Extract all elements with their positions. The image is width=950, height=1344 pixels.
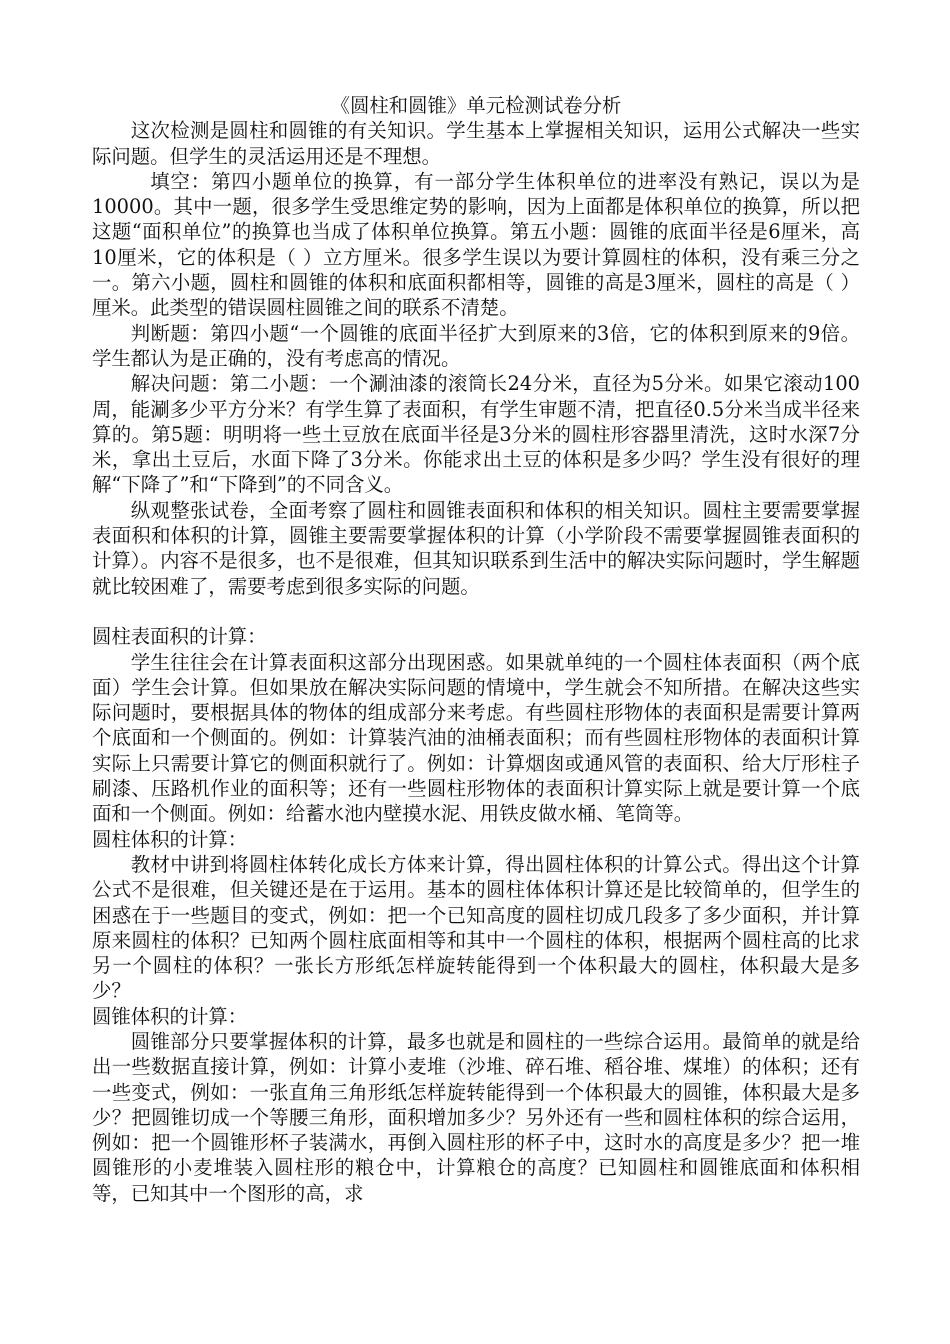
document-title: 《圆柱和圆锥》单元检测试卷分析: [330, 94, 622, 117]
section-heading-cylinder-volume: 圆柱体积的计算：: [92, 827, 248, 851]
intro-paragraph: 这次检测是圆柱和圆锥的有关知识。学生基本上掌握相关知识，运用公式解决一些实际问题。但学生的灵活运用还是不理想。: [92, 119, 860, 168]
problem-solving-analysis-paragraph: 解决问题：第二小题：一个涮油漆的滚筒长24分米，直径为5分米。如果它滚动100周，能涮多少平方分米？有学生算了表面积，有学生审题不清，把直径0.5分米当成半径来算的。第5题：明明将一些土豆放在底面半径是3分米的圆柱形容器里清洗，这时水深7分米，拿出土豆后，水面下降了3分米。你能求出土豆的体积是多少吗？学生没有很好的理解“下降了”和“下降到”的不同含义。: [92, 372, 860, 497]
fill-in-analysis-paragraph: 填空：第四小题单位的换算，有一部分学生体积单位的进率没有熟记，误以为是10000。其中一题，很多学生受思维定势的影响，因为上面都是体积单位的换算，所以把这题“面积单位”的换算也当成了体积单位换算。第五小题：圆锥的底面半径是6厘米，高10厘米，它的体积是（ ）立方厘米。很多学生误以为要计算圆柱的体积，没有乘三分之一。第六小题，圆柱和圆锥的体积和底面积都相等，圆锥的高是3厘米，圆柱的高是（ ）厘米。此类型的错误圆柱圆锥之间的联系不清楚。: [92, 169, 860, 320]
section-body-cylinder-volume: 教材中讲到将圆柱体转化成长方体来计算，得出圆柱体积的计算公式。得出这个计算公式不是很难，但关键还是在于运用。基本的圆柱体体积计算还是比较简单的，但学生的困惑在于一些题目的变式，例如：把一个已知高度的圆柱切成几段多了多少面积，并计算原来圆柱的体积？已知两个圆柱底面相等和其中一个圆柱的体积，根据两个圆柱高的比求另一个圆柱的体积？一张长方形纸怎样旋转能得到一个体积最大的圆柱，体积最大是多少？: [92, 852, 860, 1003]
section-body-cylinder-surface: 学生往往会在计算表面积这部分出现困惑。如果就单纯的一个圆柱体表面积（两个底面）学生会计算。但如果放在解决实际问题的情境中，学生就会不知所措。在解决这些实际问题时，要根据具体的物体的组成部分来考虑。有些圆柱形物体的表面积是需要计算两个底面和一个侧面的。例如：计算装汽油的油桶表面积；而有些圆柱形物体的表面积计算实际上只需要计算它的侧面积就行了。例如：计算烟囱或通风管的表面积、给大厅形柱子刷漆、压路机作业的面积等；还有一些圆柱形物体的表面积计算实际上就是要计算一个底面和一个侧面。例如：给蓄水池内壁摸水泥、用铁皮做水桶、笔筒等。: [92, 650, 860, 826]
section-heading-cylinder-surface: 圆柱表面积的计算：: [92, 625, 267, 649]
true-false-analysis-paragraph: 判断题：第四小题“一个圆锥的底面半径扩大到原来的3倍，它的体积到原来的9倍。学生都认为是正确的，没有考虑高的情况。: [92, 321, 860, 370]
document-page: [92, 93, 860, 1206]
section-heading-cone-volume: 圆锥体积的计算：: [92, 1004, 248, 1028]
section-body-cone-volume: 圆锥部分只要掌握体积的计算，最多也就是和圆柱的一些综合运用。最简单的就是给出一些数据直接计算，例如：计算小麦堆（沙堆、碎石堆、稻谷堆、煤堆）的体积；还有一些变式，例如：一张直角三角形纸怎样旋转能得到一个体积最大的圆锥，体积最大是多少？把圆锥切成一个等腰三角形，面积增加多少？另外还有一些和圆柱体积的综合运用，例如：把一个圆锥形杯子装满水，再倒入圆柱形的杯子中，这时水的高度是多少？把一堆圆锥形的小麦堆装入圆柱形的粮仓中，计算粮仓的高度？已知圆柱和圆锥底面和体积相等，已知其中一个图形的高，求: [92, 1029, 860, 1205]
overall-summary-paragraph: 纵观整张试卷，全面考察了圆柱和圆锥表面积和体积的相关知识。圆柱主要需要掌握表面积和体积的计算，圆锥主要需要掌握体积的计算（小学阶段不需要掌握圆锥表面积的计算）。内容不是很多，也不是很难，但其知识联系到生活中的解决实际问题时，学生解题就比较困难了，需要考虑到很多实际的问题。: [92, 498, 860, 598]
blank-line: [92, 599, 860, 624]
